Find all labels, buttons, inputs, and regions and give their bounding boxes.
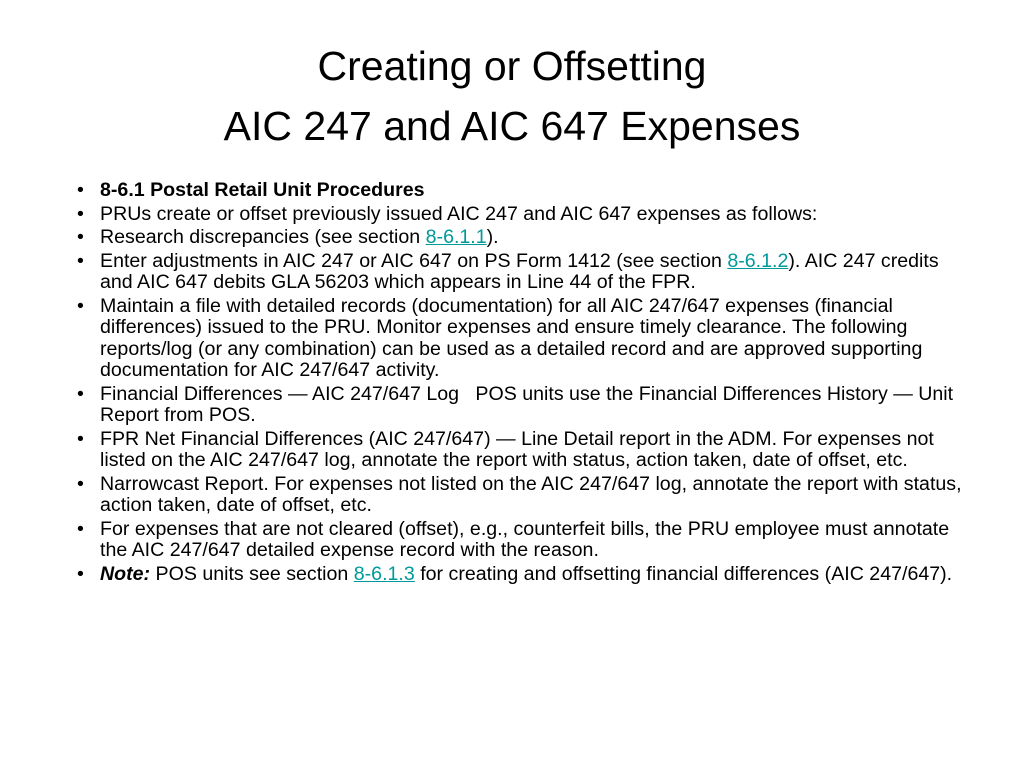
bullet-text: Maintain a file with detailed records (documentation) for all AIC 247/647 expenses (financial differences) issued to the PRU. Monitor expenses and ensure timely clearance. The following reports/log (or any combination) can be used as a detailed record and are approved supporting documentation for AIC 247/647 activity. (100, 294, 923, 381)
bullet-item-section-heading (78, 180, 970, 202)
note-label: Note: (100, 562, 151, 585)
bullet-list (78, 180, 970, 587)
bullet-icon: • (77, 382, 84, 405)
bullet-item-note (78, 564, 970, 586)
bullet-icon: • (77, 517, 84, 540)
section-link-8-6-1-3[interactable]: 8-6.1.3 (353, 562, 415, 585)
bullet-text: Research discrepancies (see section (100, 226, 426, 248)
bullet-item-fpr-report (78, 429, 970, 472)
bullet-icon: • (77, 179, 84, 201)
bullet-text: ). (486, 226, 499, 248)
title-line-1: Creating or Offsetting (317, 43, 707, 89)
section-heading-text: 8-6.1 Postal Retail Unit Procedures (100, 179, 425, 201)
bullet-text: FPR Net Financial Differences (AIC 247/647) — Line Detail report in the ADM. For expenses not listed on the AIC 247/647 log, annotate the report with status, action taken, date of offset, etc. (100, 427, 934, 471)
title-line-2: AIC 247 and AIC 647 Expenses (223, 103, 801, 149)
bullet-icon: • (77, 226, 84, 248)
bullet-item-research (78, 227, 970, 249)
bullet-item-intro (78, 204, 970, 226)
bullet-icon: • (77, 202, 84, 225)
bullet-icon: • (77, 294, 84, 317)
bullet-text: For expenses that are not cleared (offset), e.g., counterfeit bills, the PRU employee must annotate the AIC 247/647 detailed expense record with the reason. (100, 517, 950, 561)
bullet-text: ). AIC 247 credits and AIC 647 debits GLA 56203 which appears in Line 44 of the FPR. (100, 249, 939, 293)
section-link-8-6-1-2[interactable]: 8-6.1.2 (727, 249, 789, 272)
bullet-text: for creating and offsetting financial differences (AIC 247/647). (414, 562, 953, 585)
bullet-item-maintain-file (78, 296, 970, 382)
bullet-text: Narrowcast Report. For expenses not listed on the AIC 247/647 log, annotate the report with status, action taken, date of offset, etc. (100, 472, 962, 516)
bullet-item-narrowcast (78, 474, 970, 517)
bullet-item-adjustments (78, 251, 970, 294)
bullet-icon: • (77, 562, 84, 585)
bullet-text: Enter adjustments in AIC 247 or AIC 647 on PS Form 1412 (see section (100, 249, 728, 272)
bullet-icon: • (77, 472, 84, 495)
bullet-item-financial-differences-log (78, 384, 970, 427)
bullet-text: POS units see section (150, 562, 354, 585)
bullet-item-not-cleared (78, 519, 970, 562)
bullet-icon: • (77, 427, 84, 450)
section-link-8-6-1-1[interactable]: 8-6.1.1 (425, 226, 487, 248)
bullet-icon: • (77, 249, 84, 272)
slide-title (0, 36, 1024, 156)
bullet-text: Financial Differences — AIC 247/647 Log POS units use the Financial Differences History — Unit Report from POS. (100, 382, 959, 426)
bullet-text: PRUs create or offset previously issued AIC 247 and AIC 647 expenses as follows: (100, 202, 818, 225)
